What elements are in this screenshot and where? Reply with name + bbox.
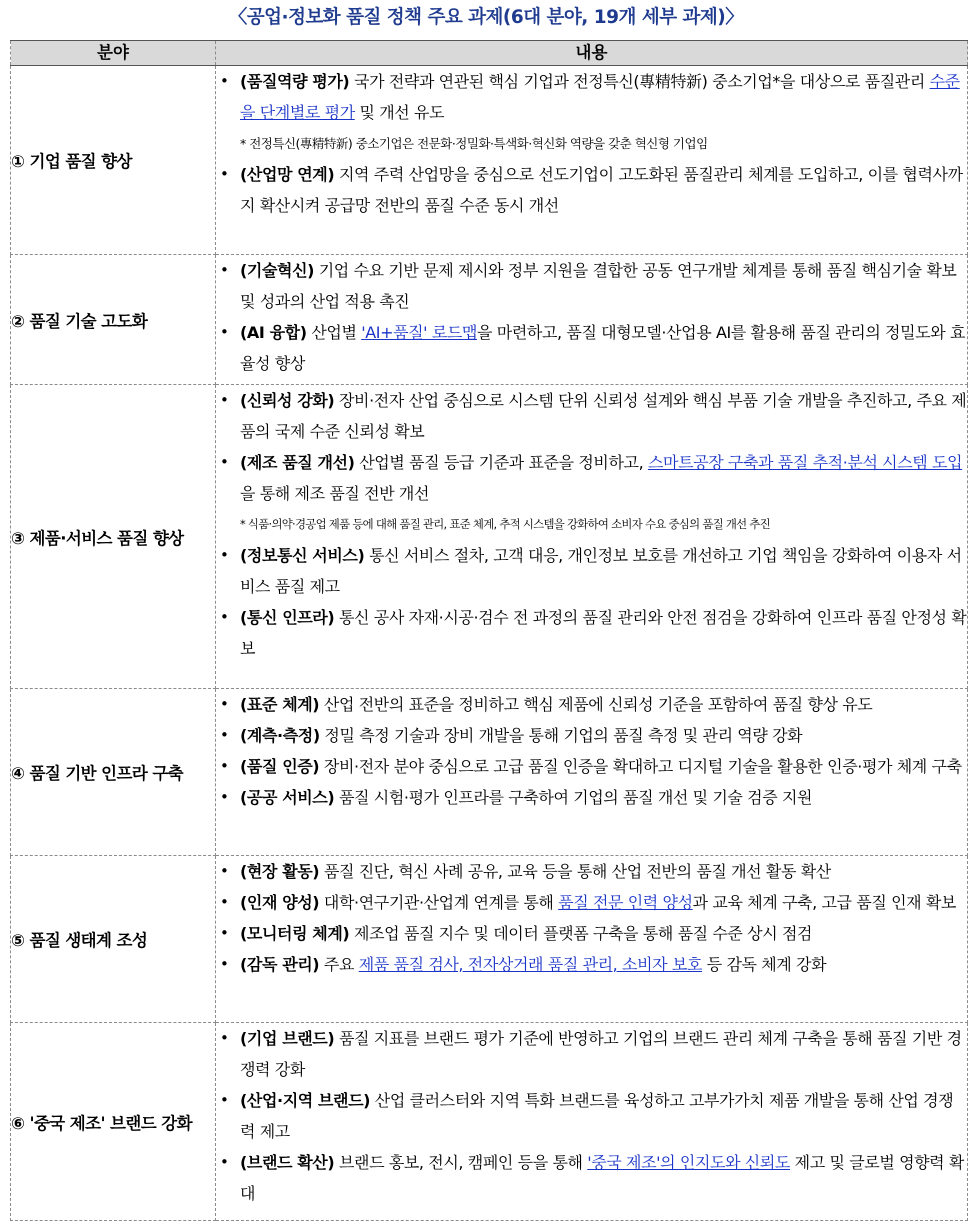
item-text: 주요 <box>319 955 359 974</box>
item-heading: (기술혁신) <box>240 261 315 280</box>
category-cell: ① 기업 품질 향상 <box>11 66 216 255</box>
item-heading: (표준 체계) <box>240 695 320 714</box>
list-item <box>216 1147 967 1209</box>
table-row <box>11 66 968 255</box>
item-heading: (기업 브랜드) <box>240 1029 335 1048</box>
content-cell <box>216 385 968 689</box>
item-text: 통신 공사 자재·시공·검수 전 과정의 품질 관리와 안전 점검을 강화하여 인프라 품질 안정성 확보 <box>240 608 967 658</box>
table-row <box>11 689 968 856</box>
item-heading: (산업·지역 브랜드) <box>240 1091 371 1110</box>
item-text: 산업 클러스터와 지역 특화 브랜드를 육성하고 고부가가치 제품 개발을 통해 산업 경쟁력 제고 <box>240 1091 954 1141</box>
item-link[interactable]: 'AI+품질' 로드맵 <box>361 323 478 342</box>
bullet-icon: • <box>220 1029 229 1047</box>
category-cell: ② 품질 기술 고도화 <box>11 255 216 385</box>
item-text: 브랜드 홍보, 전시, 캠페인 등을 통해 <box>334 1153 588 1172</box>
item-heading: (모니터링 체계) <box>240 924 350 943</box>
category-cell: ④ 품질 기반 인프라 구축 <box>11 689 216 856</box>
item-text: 통신 서비스 절차, 고객 대응, 개인정보 보호를 개선하고 기업 책임을 강화하여 이용자 서비스 품질 제고 <box>240 546 962 596</box>
category-cell: ⑤ 품질 생태계 조성 <box>11 856 216 1023</box>
policy-table <box>10 40 968 1221</box>
item-text-tail: 을 마련하고, 품질 대형모델·산업용 AI를 활용해 품질 관리의 정밀도와 효율성 향상 <box>240 323 966 373</box>
item-text: 지역 주력 산업망을 중심으로 선도기업이 고도화된 품질관리 체계를 도입하고, 이를 협력사까지 확산시켜 공급망 전반의 품질 수준 동시 개선 <box>240 165 963 215</box>
category-cell: ⑥ '중국 제조' 브랜드 강화 <box>11 1023 216 1221</box>
item-text: 대학·연구기관·산업계 연계를 통해 <box>319 893 559 912</box>
bullet-icon: • <box>220 862 229 880</box>
list-item <box>216 1023 967 1085</box>
header-category: 분야 <box>11 41 216 66</box>
item-text: 품질 진단, 혁신 사례 공유, 교육 등을 통해 산업 전반의 품질 개선 활동 확산 <box>319 862 831 881</box>
item-heading: (감독 관리) <box>240 955 320 974</box>
item-text: 정밀 측정 기술과 장비 개발을 통해 기업의 품질 측정 및 관리 역량 강화 <box>319 726 803 745</box>
item-heading: (품질 인증) <box>240 757 320 776</box>
item-link[interactable]: 수준을 단계별로 평가 <box>240 72 960 122</box>
item-heading: (통신 인프라) <box>240 608 335 627</box>
item-text: 장비·전자 산업 중심으로 시스템 단위 신뢰성 설계와 핵심 부품 기술 개발을 추진하고, 주요 제품의 국제 수준 신뢰성 확보 <box>240 391 967 441</box>
item-text: 산업별 품질 등급 기준과 표준을 정비하고, <box>354 453 648 472</box>
item-text-tail: 제고 및 글로벌 영향력 확대 <box>240 1153 964 1203</box>
list-item <box>216 66 967 128</box>
list-item <box>216 720 967 751</box>
list-item <box>216 1085 967 1147</box>
bullet-icon: • <box>220 323 229 341</box>
bullet-icon: • <box>220 1153 229 1171</box>
category-cell: ③ 제품·서비스 품질 향상 <box>11 385 216 689</box>
bullet-icon: • <box>220 261 229 279</box>
table-header-row <box>11 41 968 66</box>
bullet-icon: • <box>220 165 229 183</box>
list-item <box>216 949 967 980</box>
item-text: 기업 수요 기반 문제 제시와 정부 지원을 결합한 공동 연구개발 체계를 통해 품질 핵심기술 확보 및 성과의 산업 적용 촉진 <box>240 261 957 311</box>
table-row <box>11 385 968 689</box>
item-heading: (정보통신 서비스) <box>240 546 365 565</box>
list-item <box>216 782 967 813</box>
bullet-icon: • <box>220 726 229 744</box>
item-heading: (인재 양성) <box>240 893 320 912</box>
item-text: 국가 전략과 연관된 핵심 기업과 전정특신(專精特新) 중소기업*을 대상으로 품질관리 <box>349 72 930 91</box>
table-row <box>11 255 968 385</box>
footnote: * 식품·의약·경공업 제품 등에 대해 품질 관리, 표준 체계, 추적 시스템을 강화하여 소비자 수요 중심의 품질 개선 추진 <box>240 517 770 531</box>
item-link[interactable]: '중국 제조'의 인지도와 신뢰도 <box>587 1153 790 1172</box>
item-heading: (현장 활동) <box>240 862 320 881</box>
list-item <box>216 159 967 221</box>
list-item <box>216 689 967 720</box>
footnote: * 전정특신(專精特新) 중소기업은 전문화·정밀화·특색화·혁신화 역량을 갖춘 혁신형 기업임 <box>240 136 708 151</box>
item-heading: (품질역량 평가) <box>240 72 350 91</box>
item-text: 품질 지표를 브랜드 평가 기준에 반영하고 기업의 브랜드 관리 체계 구축을 통해 품질 기반 경쟁력 강화 <box>240 1029 962 1079</box>
item-text-tail: 및 개선 유도 <box>354 103 445 122</box>
item-text-tail: 등 감독 체계 강화 <box>702 955 827 974</box>
table-row <box>11 1023 968 1221</box>
bullet-icon: • <box>220 955 229 973</box>
list-item <box>216 918 967 949</box>
item-heading: (AI 융합) <box>240 323 307 342</box>
bullet-icon: • <box>220 72 229 90</box>
bullet-icon: • <box>220 695 229 713</box>
item-heading: (제조 품질 개선) <box>240 453 355 472</box>
content-cell <box>216 689 968 856</box>
item-heading: (공공 서비스) <box>240 788 335 807</box>
bullet-icon: • <box>220 924 229 942</box>
list-item <box>216 540 967 602</box>
page-title: 〈공업·정보화 품질 정책 주요 과제(6대 분야, 19개 세부 과제)〉 <box>228 7 744 28</box>
item-link[interactable]: 스마트공장 구축과 품질 추적·분석 시스템 도입 <box>647 453 963 472</box>
item-link[interactable]: 품질 전문 인력 양성 <box>558 893 693 912</box>
list-item <box>216 385 967 447</box>
content-cell <box>216 1023 968 1221</box>
list-item <box>216 255 967 317</box>
item-heading: (신뢰성 강화) <box>240 391 335 410</box>
item-text-tail: 을 통해 제조 품질 전반 개선 <box>240 484 430 503</box>
table-body <box>11 66 968 1221</box>
item-link[interactable]: 제품 품질 검사, 전자상거래 품질 관리, 소비자 보호 <box>358 955 703 974</box>
content-cell <box>216 255 968 385</box>
bullet-icon: • <box>220 788 229 806</box>
bullet-icon: • <box>220 757 229 775</box>
list-item <box>216 317 967 379</box>
header-content: 내용 <box>216 41 968 66</box>
item-text: 제조업 품질 지수 및 데이터 플랫폼 구축을 통해 품질 수준 상시 점검 <box>349 924 813 943</box>
bullet-icon: • <box>220 391 229 409</box>
bullet-icon: • <box>220 546 229 564</box>
bullet-icon: • <box>220 893 229 911</box>
list-item <box>216 751 967 782</box>
bullet-icon: • <box>220 453 229 471</box>
content-cell <box>216 856 968 1023</box>
item-heading: (브랜드 확산) <box>240 1153 335 1172</box>
list-item <box>216 856 967 887</box>
bullet-icon: • <box>220 608 229 626</box>
item-text: 품질 시험·평가 인프라를 구축하여 기업의 품질 개선 및 기술 검증 지원 <box>334 788 813 807</box>
item-heading: (산업망 연계) <box>240 165 335 184</box>
item-text-tail: 과 교육 체계 구축, 고급 품질 인재 확보 <box>692 893 956 912</box>
list-item <box>216 602 967 664</box>
table-row <box>11 856 968 1023</box>
item-text: 산업 전반의 표준을 정비하고 핵심 제품에 신뢰성 기준을 포함하여 품질 향상 유도 <box>319 695 873 714</box>
bullet-icon: • <box>220 1091 229 1109</box>
item-heading: (계측·측정) <box>240 726 320 745</box>
item-text: 장비·전자 분야 중심으로 고급 품질 인증을 확대하고 디지털 기술을 활용한 인증·평가 체계 구축 <box>319 757 962 776</box>
item-text: 산업별 <box>306 323 362 342</box>
list-item <box>216 887 967 918</box>
list-item <box>216 447 967 509</box>
content-cell <box>216 66 968 255</box>
